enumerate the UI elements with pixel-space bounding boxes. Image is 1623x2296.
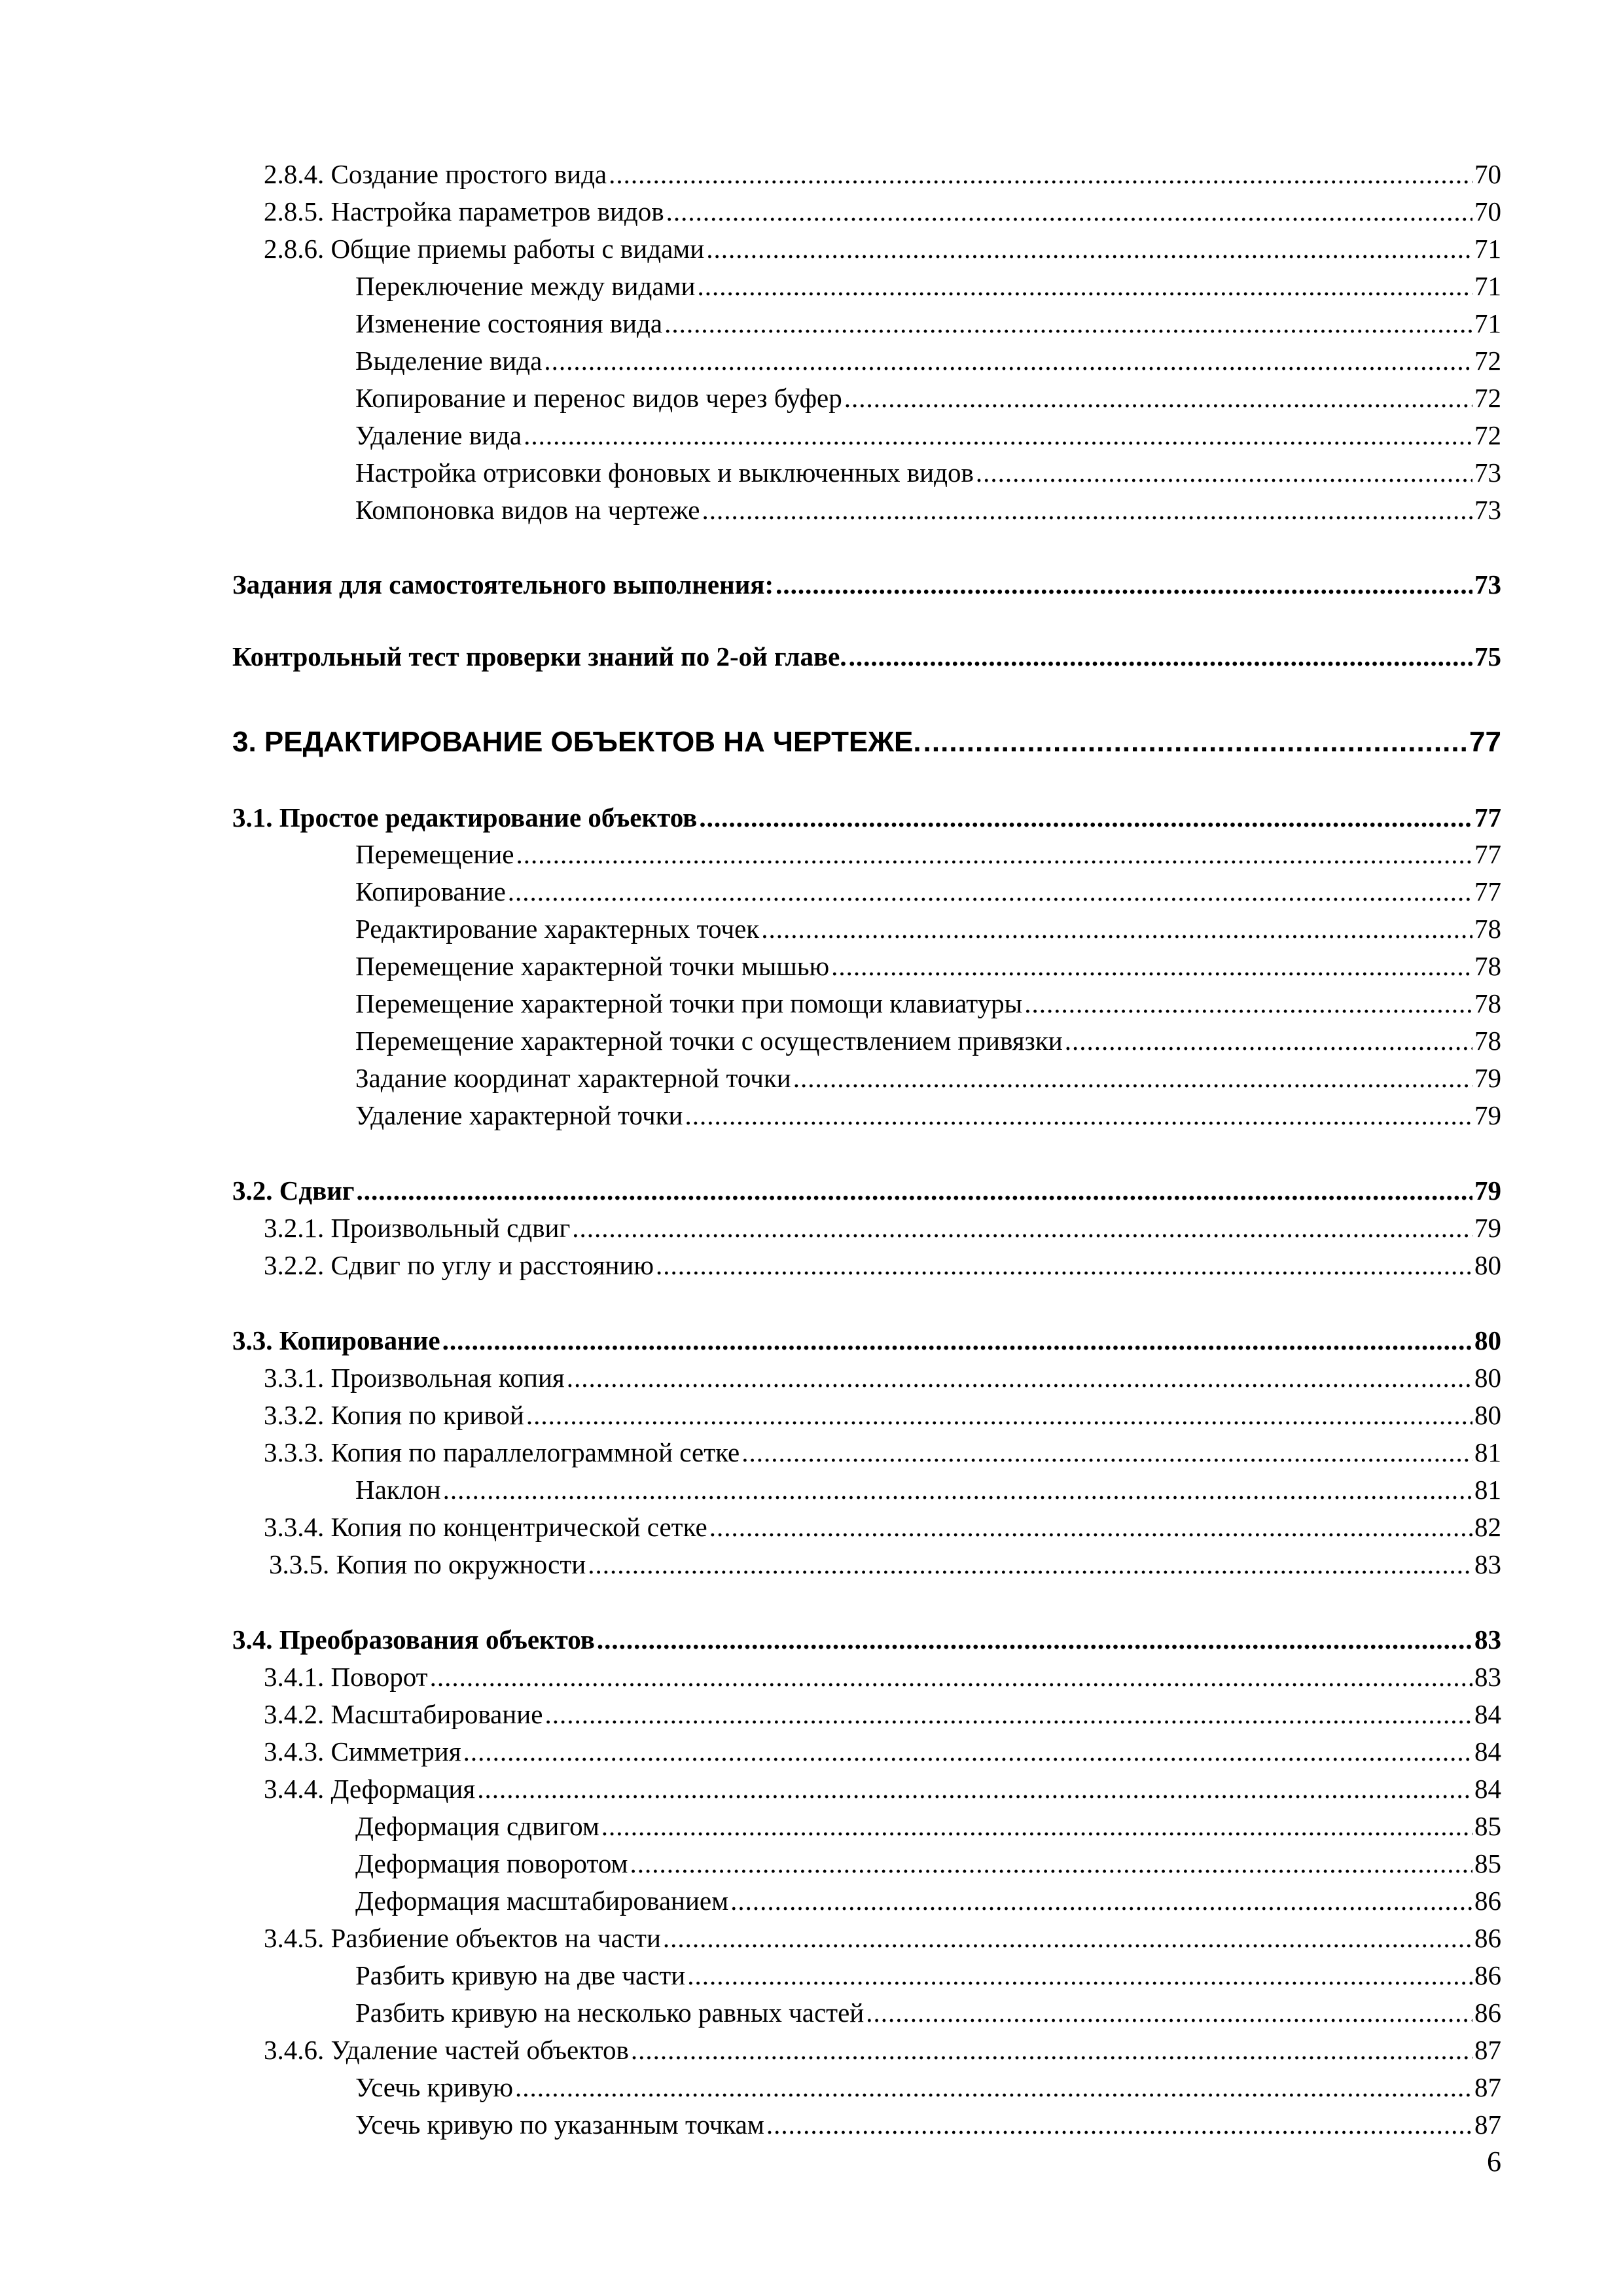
toc-entry-title: 3.1. Простое редактирование объектов [232,802,698,833]
toc-entry [355,492,1501,528]
dot-leader [430,1659,1472,1695]
toc-entry-title: 3.3.5. Копия по окружности [269,1549,586,1579]
toc-entry-title: Выделение вида [355,346,543,376]
toc-entry-page: 86 [1474,1923,1501,1953]
toc-entry [264,1509,1501,1545]
toc-entry [264,193,1501,230]
toc-entry-page: 77 [1474,839,1501,869]
dot-leader [685,1097,1472,1134]
toc-entry-title: 3.4.2. Масштабирование [264,1699,543,1729]
toc-entry-title: 3.2.1. Произвольный сдвиг [264,1213,571,1243]
dot-leader [849,638,1472,675]
toc-entry-title: 3.4.6. Удаление частей объектов [264,2035,629,2065]
toc-entry-title: 3.3.3. Копия по параллелограммной сетке [264,1437,740,1467]
toc-entry [355,1471,1501,1508]
toc-entry-title: Удаление характерной точки [355,1100,683,1130]
dot-leader [766,2106,1472,2143]
toc-entry-title: 3. РЕДАКТИРОВАНИЕ ОБЪЕКТОВ НА ЧЕРТЕЖЕ. [232,726,921,758]
toc-entry-title: Компоновка видов на чертеже [355,495,700,525]
toc-entry-title: 3.4.3. Симметрия [264,1736,461,1767]
toc-entry-page: 72 [1474,383,1501,413]
dot-leader [1065,1022,1472,1059]
dot-leader [664,305,1472,342]
dot-leader [609,156,1472,192]
toc-entry [355,1994,1501,2031]
toc-entry-title: Задания для самостоятельного выполнения: [232,569,774,600]
toc-entry-title: 2.8.4. Создание простого вида [264,159,607,189]
toc-entry [269,1546,1501,1583]
toc-entry [355,1808,1501,1844]
toc-entry-title: Разбить кривую на две части [355,1960,686,1990]
toc-entry [355,1022,1501,1059]
dot-leader [601,1808,1472,1844]
dot-leader [741,1434,1472,1471]
toc-entry-title: Перемещение характерной точки с осуществлением привязки [355,1026,1063,1056]
toc-entry-page: 72 [1474,420,1501,450]
toc-entry-title: Изменение состояния вида [355,308,663,338]
dot-leader [631,2032,1472,2068]
dot-leader [702,492,1473,528]
toc-entry-page: 85 [1474,1811,1501,1841]
dot-leader [793,1060,1472,1096]
toc-entry [264,1397,1501,1433]
dot-leader [656,1247,1472,1283]
toc-entry [355,1957,1501,1994]
toc-entry-title: 2.8.5. Настройка параметров видов [264,196,664,226]
toc-entry-title: Контрольный тест проверки знаний по 2-ой главе. [232,641,847,672]
toc-entry-title: Деформация поворотом [355,1848,628,1878]
toc-section-entry [232,799,1501,836]
dot-leader [572,1210,1472,1246]
toc-entry-page: 79 [1474,1100,1501,1130]
toc-entry-page: 80 [1474,1363,1501,1393]
toc-section-entry [232,1172,1501,1209]
toc-entry-title: 3.2.2. Сдвиг по углу и расстоянию [264,1250,654,1280]
toc-entry [264,156,1501,192]
toc-entry-page: 78 [1474,951,1501,981]
dot-leader [844,380,1472,416]
dot-leader [588,1546,1472,1583]
toc-entry [355,380,1501,416]
toc-entry-title: Перемещение характерной точки при помощи клавиатуры [355,988,1023,1018]
toc-entry-page: 84 [1474,1774,1501,1804]
toc-entry-page: 81 [1474,1475,1501,1505]
toc-entry [264,230,1501,267]
toc-entry-page: 75 [1474,641,1501,672]
toc-entry-title: Перемещение [355,839,514,869]
dot-leader [597,1621,1472,1658]
toc-entry-title: Усечь кривую по указанным точкам [355,2109,764,2140]
toc-entry-page: 84 [1474,1699,1501,1729]
dot-leader [866,1994,1472,2031]
toc-entry [264,2032,1501,2068]
toc-entry-page: 78 [1474,914,1501,944]
toc-entry [355,342,1501,379]
dot-leader [524,417,1472,454]
dot-leader [706,230,1472,267]
dot-leader [544,342,1472,379]
dot-leader [443,1471,1472,1508]
dot-leader [776,566,1472,603]
toc-section-entry [232,566,1501,603]
toc-entry-page: 84 [1474,1736,1501,1767]
toc-entry-page: 82 [1474,1512,1501,1542]
toc-entry-title: 3.4. Преобразования объектов [232,1624,595,1655]
toc-entry-page: 83 [1474,1662,1501,1692]
toc-entry-page: 80 [1474,1400,1501,1430]
toc-entry-page: 71 [1474,271,1501,301]
toc-entry-title: Редактирование характерных точек [355,914,760,944]
toc-entry [264,1210,1501,1246]
toc-entry-page: 80 [1474,1325,1501,1355]
toc-entry [355,2106,1501,2143]
dot-leader [923,724,1467,761]
toc-chapter-entry [232,724,1501,761]
toc-entry-title: Копирование [355,876,506,906]
toc-section-entry [232,1621,1501,1658]
toc-entry-page: 85 [1474,1848,1501,1878]
toc-entry [355,985,1501,1022]
toc-entry [264,1659,1501,1695]
toc-entry-title: Наклон [355,1475,441,1505]
dot-leader [356,1172,1472,1209]
toc-entry [355,305,1501,342]
toc-entry [355,2069,1501,2106]
toc-entry-page: 73 [1474,495,1501,525]
dot-leader [697,268,1472,304]
toc-entry-page: 77 [1474,802,1501,833]
toc-entry [264,1359,1501,1396]
toc-entry-page: 80 [1474,1250,1501,1280]
toc-entry-title: 3.3.4. Копия по концентрической сетке [264,1512,707,1542]
toc-entry-title: 3.4.5. Разбиение объектов на части [264,1923,661,1953]
toc-entry-page: 71 [1474,234,1501,264]
toc-entry-title: 3.3.1. Произвольная копия [264,1363,565,1393]
dot-leader [687,1957,1472,1994]
toc-entry-page: 77 [1469,726,1501,758]
toc-entry [264,1920,1501,1956]
toc-entry-page: 86 [1474,1998,1501,2028]
page-number: 6 [1487,2145,1501,2178]
toc-entry [355,417,1501,454]
dot-leader [730,1882,1472,1919]
toc-entry [355,836,1501,872]
toc-entry-page: 70 [1474,159,1501,189]
dot-leader [761,910,1472,947]
toc-section-entry [232,1322,1501,1359]
toc-entry-page: 72 [1474,346,1501,376]
toc-entry-page: 71 [1474,308,1501,338]
toc-entry-title: 3.4.1. Поворот [264,1662,428,1692]
toc-entry-page: 79 [1474,1175,1501,1206]
toc-entry [355,910,1501,947]
dot-leader [544,1696,1472,1732]
toc-entry-title: Усечь кривую [355,2072,513,2102]
toc-entry-page: 81 [1474,1437,1501,1467]
toc-entry-page: 77 [1474,876,1501,906]
dot-leader [477,1770,1472,1807]
dot-leader [1024,985,1472,1022]
toc-entry-page: 73 [1474,569,1501,600]
dot-leader [976,454,1472,491]
toc-entry [264,1733,1501,1770]
dot-leader [699,799,1472,836]
toc-entry-title: Деформация сдвигом [355,1811,599,1841]
toc-entry-page: 83 [1474,1549,1501,1579]
toc-entry-page: 73 [1474,457,1501,488]
toc-entry [264,1770,1501,1807]
toc-entry [355,1845,1501,1882]
toc-entry [264,1434,1501,1471]
toc-entry [264,1247,1501,1283]
toc-entry-title: Переключение между видами [355,271,696,301]
dot-leader [463,1733,1472,1770]
toc-entry-page: 79 [1474,1063,1501,1093]
dot-leader [666,193,1472,230]
toc-entry-title: 3.3.2. Копия по кривой [264,1400,524,1430]
dot-leader [516,836,1473,872]
toc-entry-title: Разбить кривую на несколько равных частей [355,1998,865,2028]
toc-entry [355,268,1501,304]
dot-leader [442,1322,1472,1359]
toc-entry-page: 86 [1474,1960,1501,1990]
toc-entry-page: 86 [1474,1886,1501,1916]
toc-entry-title: 2.8.6. Общие приемы работы с видами [264,234,705,264]
toc-entry [355,454,1501,491]
toc-entry-title: 3.4.4. Деформация [264,1774,476,1804]
toc-entry [355,1060,1501,1096]
dot-leader [567,1359,1472,1396]
toc-entry-title: Копирование и перенос видов через буфер [355,383,842,413]
toc-entry-page: 83 [1474,1624,1501,1655]
toc-entry-title: 3.3. Копирование [232,1325,440,1355]
toc-entry-title: Удаление вида [355,420,522,450]
toc-entry-page: 79 [1474,1213,1501,1243]
toc-entry [355,1097,1501,1134]
dot-leader [709,1509,1472,1545]
toc-entry-page: 70 [1474,196,1501,226]
toc-entry-page: 78 [1474,1026,1501,1056]
toc-entry [355,948,1501,984]
toc-entry-title: Перемещение характерной точки мышью [355,951,830,981]
dot-leader [508,873,1472,910]
toc-section-entry [232,638,1501,675]
toc-entry-page: 87 [1474,2109,1501,2140]
toc-entry-title: Деформация масштабированием [355,1886,729,1916]
toc-entry-page: 78 [1474,988,1501,1018]
toc-entry-page: 87 [1474,2072,1501,2102]
dot-leader [831,948,1472,984]
dot-leader [630,1845,1473,1882]
toc-entry-page: 87 [1474,2035,1501,2065]
dot-leader [663,1920,1472,1956]
toc-entry-title: 3.2. Сдвиг [232,1175,355,1206]
toc-entry [355,873,1501,910]
dot-leader [526,1397,1472,1433]
dot-leader [515,2069,1472,2106]
toc-entry [355,1882,1501,1919]
toc-entry-title: Настройка отрисовки фоновых и выключенных видов [355,457,974,488]
toc-entry [264,1696,1501,1732]
toc-entry-title: Задание координат характерной точки [355,1063,791,1093]
